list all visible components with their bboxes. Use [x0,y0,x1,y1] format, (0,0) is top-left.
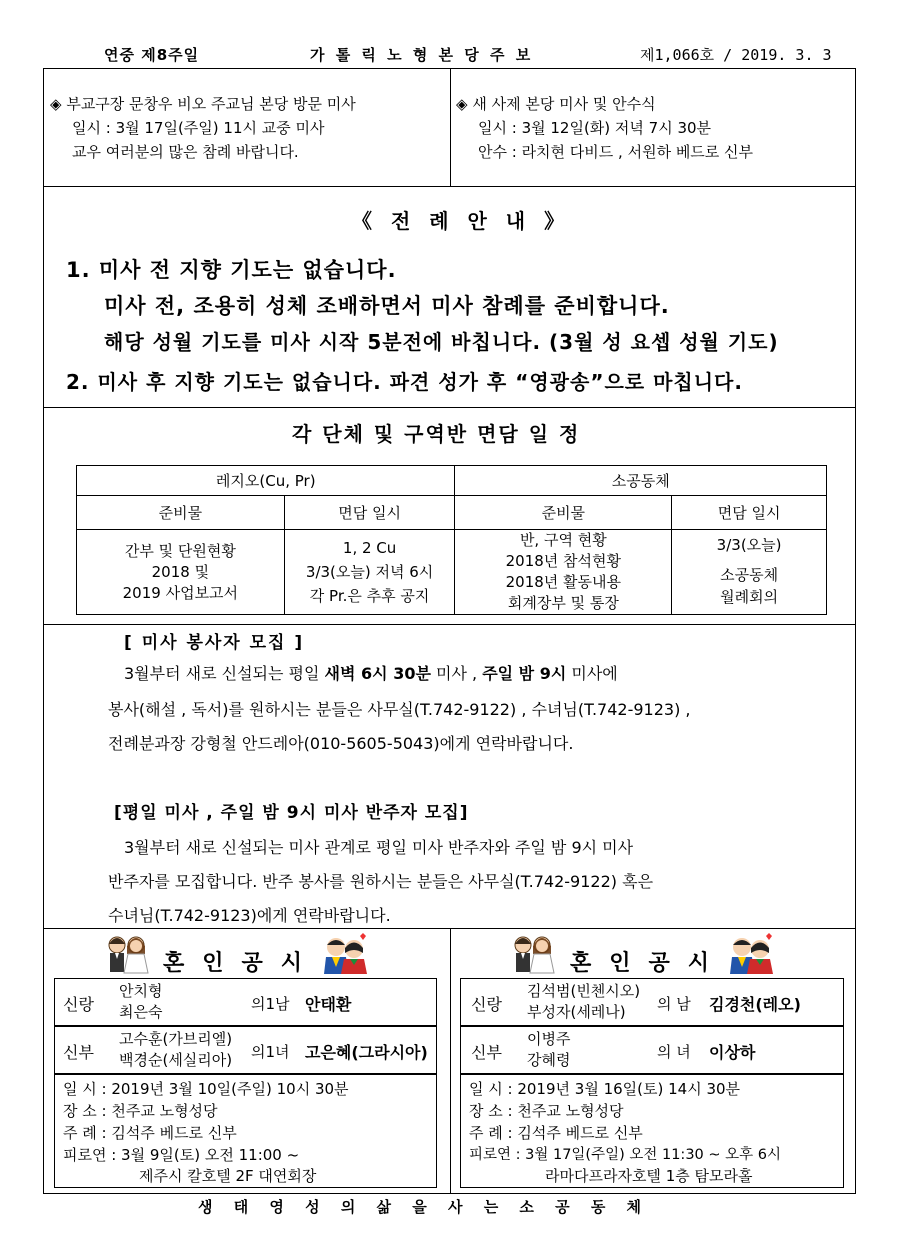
wedding-reception: 피로연 : 3월 17일(주일) 오전 11:30 ~ 오후 6시 [469,1147,781,1163]
bride-label: 신부 [471,1043,502,1062]
announcement-date: 일시 : 3월 12일(화) 저녁 7시 30분 [478,119,712,137]
table-cell: 반, 구역 현황 2018년 참석현황 2018년 활동내용 회계장부 및 통장 [455,530,672,615]
bride-parents: 이병주 강혜령 [527,1030,571,1069]
divider [450,68,451,186]
bride-box [460,1026,844,1074]
liturgy-line: 해당 성월 기도를 미사 시작 5분전에 바칩니다. (3월 성 요셉 성월 기도) [104,330,779,354]
bride-relation: 의1녀 [251,1043,290,1061]
wedding-officiant: 주 례 : 김석주 베드로 신부 [63,1124,237,1142]
column-header: 면담 일시 [284,496,455,530]
bride-box [54,1026,437,1074]
groom-relation: 의1남 [251,995,290,1013]
footer-motto: 생 태 영 성 의 삶 을 사 는 소 공 동 체 [198,1198,644,1216]
groom-name: 안태환 [305,995,352,1014]
liturgy-title: 《 전 례 안 내 》 [352,209,571,233]
wedding-details [54,1074,437,1188]
couple-hanbok-icon [728,933,774,975]
groom-label: 신랑 [63,995,94,1014]
issue-number: 제1,066호 / 2019. 3. 3 [640,46,832,64]
divider [43,407,856,408]
bride-parents: 고수훈(가브리엘) 백경순(세실리아) [119,1030,233,1069]
divider [450,928,451,1194]
bulletin-title: 가 톨 릭 노 형 본 당 주 보 [310,46,534,64]
table-cell: 1, 2 Cu 3/3(오늘) 저녁 6시 각 Pr.은 추후 공지 [284,530,455,615]
recruit-title: [ 미사 봉사자 모집 ] [124,633,305,653]
column-header: 면담 일시 [672,496,827,530]
announcement-title: 새 사제 본당 미사 및 안수식 [472,95,656,113]
liturgy-line: 미사 전, 조용히 성체 조배하면서 미사 참례를 준비합니다. [104,294,670,318]
groom-name: 김경천(레오) [709,995,801,1014]
liturgy-line: 2. 미사 후 지향 기도는 없습니다. 파견 성가 후 “영광송”으로 마칩니다. [66,370,743,394]
announcement-date: 일시 : 3월 17일(주일) 11시 교중 미사 [72,119,325,137]
bride-label: 신부 [63,1043,94,1062]
wedding-reception-venue: 제주시 칼호텔 2F 대연회장 [139,1167,317,1185]
couple-icon [510,934,556,974]
marriage-title: 혼인공시 [570,951,728,976]
diamond-icon: ◈ [456,95,468,113]
marriage-title: 혼인공시 [163,951,321,976]
recruit-line: 봉사(해설 , 독서)를 원하시는 분들은 사무실(T.742-9122) , 수녀님(T.742-9123) , [108,700,691,719]
announcement-note: 안수 : 라치현 다비드 , 서원하 베드로 신부 [478,143,754,161]
groom-parents: 안치형 최은숙 [119,982,163,1021]
groom-box [54,978,437,1026]
divider [43,186,856,187]
wedding-place: 장 소 : 천주교 노형성당 [469,1102,624,1120]
announcement-title: 부교구장 문창우 비오 주교님 본당 방문 미사 [66,95,356,113]
wedding-reception-venue: 라마다프라자호텔 1층 탐모라홀 [545,1167,753,1185]
announcement-note: 교우 여러분의 많은 참례 바랍니다. [72,143,299,161]
liturgy-line: 1. 미사 전 지향 기도는 없습니다. [66,258,397,282]
recruit-title: [평일 미사 , 주일 밤 9시 미사 반주자 모집] [114,803,469,823]
recruit-line: 전례분과장 강형철 안드레아(010-5605-5043)에게 연락바랍니다. [108,734,574,753]
groom-box [460,978,844,1026]
schedule-table [76,465,827,615]
groom-relation: 의 남 [657,995,691,1013]
wedding-date: 일 시 : 2019년 3월 10일(주일) 10시 30분 [63,1080,349,1098]
recruit-line: 반주자를 모집합니다. 반주 봉사를 원하시는 분들은 사무실(T.742-9122) 혹은 [108,872,654,891]
wedding-officiant: 주 례 : 김석주 베드로 신부 [469,1124,643,1142]
groom-label: 신랑 [471,995,502,1014]
groom-parents: 김석범(빈첸시오) 부성자(세레나) [527,982,641,1021]
recruit-line: 수녀님(T.742-9123)에게 연락바랍니다. [108,906,391,925]
wedding-place: 장 소 : 천주교 노형성당 [63,1102,218,1120]
column-header: 준비물 [455,496,672,530]
table-cell: 3/3(오늘) 소공동체 월례회의 [672,530,827,615]
bride-name: 고은혜(그라시아) [305,1043,428,1062]
recruit-line: 3월부터 새로 신설되는 평일 새벽 6시 30분 미사 , 주일 밤 9시 미사에 [124,664,618,683]
group-header: 레지오(Cu, Pr) [77,466,455,496]
wedding-date: 일 시 : 2019년 3월 16일(토) 14시 30분 [469,1080,741,1098]
bride-name: 이상하 [709,1043,756,1062]
diamond-icon: ◈ [50,95,62,113]
group-header: 소공동체 [455,466,827,496]
couple-icon [104,934,150,974]
column-header: 준비물 [77,496,285,530]
wedding-details [460,1074,844,1188]
couple-hanbok-icon [322,933,368,975]
divider [43,624,856,625]
issue-week: 연중 제8주일 [104,46,200,64]
bride-relation: 의 녀 [657,1043,691,1061]
recruit-line: 3월부터 새로 신설되는 미사 관계로 평일 미사 반주자와 주일 밤 9시 미사 [124,838,634,857]
schedule-title: 각 단체 및 구역반 면담 일 정 [292,422,581,446]
wedding-reception: 피로연 : 3월 9일(토) 오전 11:00 ~ [63,1146,300,1164]
table-cell: 간부 및 단원현황 2018 및 2019 사업보고서 [77,530,285,615]
